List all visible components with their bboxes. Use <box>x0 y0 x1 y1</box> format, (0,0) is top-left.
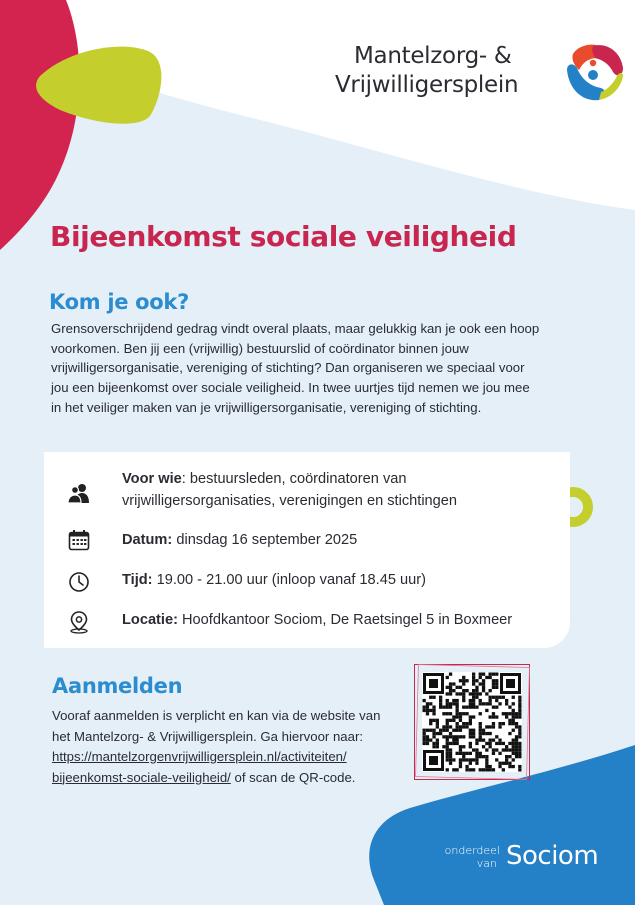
detail-time-label: Tijd: <box>122 572 153 588</box>
detail-time-text <box>122 569 426 591</box>
calendar-icon <box>66 527 92 553</box>
detail-who-label: Voor wie <box>122 471 182 487</box>
sociom-prefix-line-2: van <box>476 857 497 870</box>
brand-logo[interactable] <box>335 42 625 106</box>
sociom-name: Sociom <box>506 841 599 871</box>
sociom-logo[interactable] <box>438 838 608 878</box>
page-title: Bijeenkomst sociale veiligheid <box>50 220 517 253</box>
red-arc-shape <box>0 0 79 250</box>
brand-logo-text <box>335 42 518 100</box>
detail-who-text <box>122 468 542 512</box>
detail-who-value: : bestuursleden, coördinatoren van vrijwilligersorganisaties, verenigingen en stichtingen <box>122 471 458 509</box>
location-pin-icon <box>66 609 92 635</box>
intro-heading: Kom je ook? <box>49 290 189 314</box>
signup-link-line-2: bijeenkomst-sociale-veiligheid/ <box>52 769 231 785</box>
detail-location-text <box>122 609 512 631</box>
logo-line-2: Vrijwilligersplein <box>335 72 519 98</box>
intro-text: Grensoverschrijdend gedrag vindt overal plaats, maar gelukkig kan je ook een hoop voorkomen. Ben jij een (vrijwillig) bestuurslid of coördinator binnen jouw vrijwilligersorganisatie, vereniging of stichting? Dan organiseren we speciaal voor jou een bijeenkomst over sociale veiligheid. In twee uurtjes tijd nemen we jou mee in het veiliger maken van je vrijwilligersorganisatie, vereniging of stichting. <box>51 321 540 415</box>
signup-link-line-1: https://mantelzorgenvrijwilligersplein.nl/activiteiten/ <box>52 749 347 764</box>
brand-logo-icon <box>563 42 625 106</box>
detail-time-value: 19.00 - 21.00 uur (inloop vanaf 18.45 uur) <box>152 572 426 588</box>
detail-location-value: Hoofdkantoor Sociom, De Raetsingel 5 in Boxmeer <box>177 612 513 628</box>
detail-location-label: Locatie: <box>122 612 178 628</box>
signup-intro-text: Vooraf aanmelden is verplicht en kan via de website van het Mantelzorg- & Vrijwilligersplein. Ga hiervoor naar: <box>52 708 381 744</box>
signup-after-link: of scan de QR-code. <box>230 769 356 785</box>
qr-code[interactable] <box>414 664 530 780</box>
signup-heading: Aanmelden <box>52 674 183 698</box>
detail-date-text <box>122 529 357 551</box>
sociom-prefix-line-1: onderdeel <box>444 844 500 857</box>
people-icon <box>66 480 92 506</box>
event-details-card <box>44 452 570 648</box>
clock-icon <box>66 569 92 595</box>
detail-date-value: dinsdag 16 september 2025 <box>172 532 358 548</box>
signup-text <box>52 706 402 788</box>
detail-date-label: Datum: <box>122 532 173 548</box>
logo-line-1: Mantelzorg- & <box>354 43 512 69</box>
